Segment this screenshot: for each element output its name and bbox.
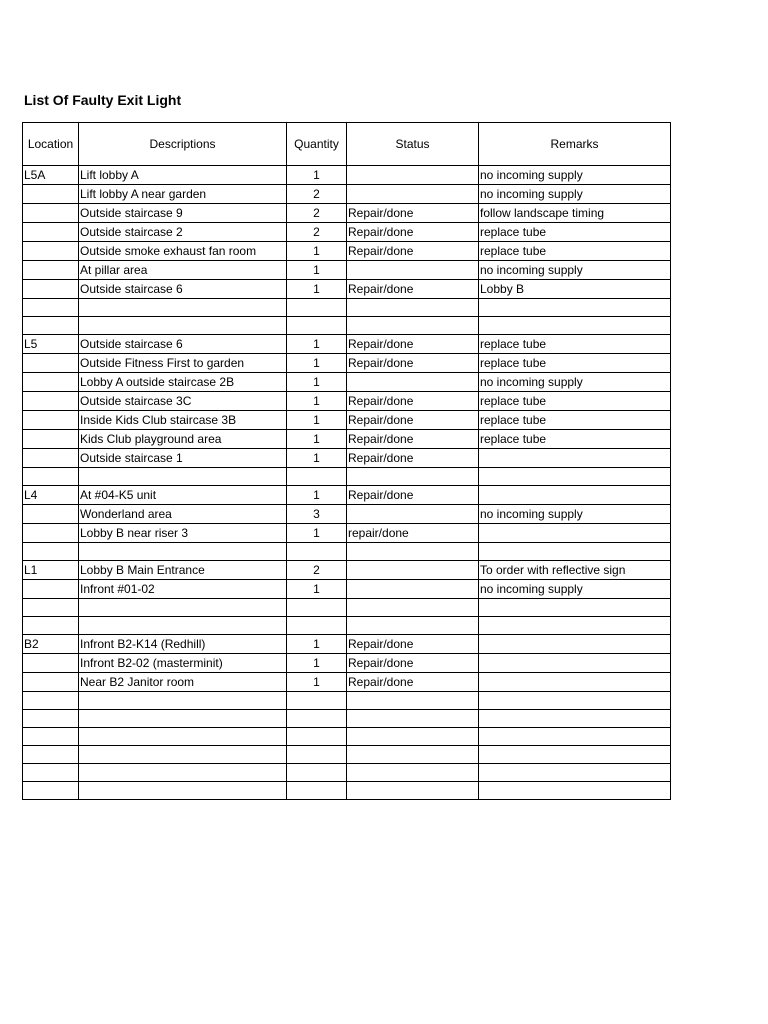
table-row: [23, 746, 671, 764]
cell-quantity: [287, 543, 347, 561]
table-row: [23, 411, 671, 430]
cell-remarks: [479, 764, 671, 782]
cell-description: Outside Fitness First to garden: [79, 354, 287, 373]
cell-quantity: 2: [287, 204, 347, 223]
cell-status: [347, 599, 479, 617]
cell-description: Outside staircase 1: [79, 449, 287, 468]
cell-status: Repair/done: [347, 635, 479, 654]
table-row: [23, 166, 671, 185]
cell-description: Outside staircase 9: [79, 204, 287, 223]
cell-remarks: [479, 317, 671, 335]
cell-location: [23, 449, 79, 468]
header-quantity: Quantity: [287, 123, 347, 166]
cell-remarks: To order with reflective sign: [479, 561, 671, 580]
cell-description: Outside smoke exhaust fan room: [79, 242, 287, 261]
cell-remarks: [479, 728, 671, 746]
cell-location: [23, 728, 79, 746]
table-row: [23, 335, 671, 354]
cell-location: [23, 782, 79, 800]
table-row: [23, 728, 671, 746]
cell-location: [23, 599, 79, 617]
cell-remarks: replace tube: [479, 223, 671, 242]
cell-location: [23, 505, 79, 524]
table-row: [23, 764, 671, 782]
cell-quantity: [287, 746, 347, 764]
cell-location: [23, 764, 79, 782]
cell-location: B2: [23, 635, 79, 654]
faulty-exit-light-table: [22, 122, 671, 800]
cell-quantity: 2: [287, 223, 347, 242]
cell-location: [23, 223, 79, 242]
cell-location: [23, 746, 79, 764]
cell-location: [23, 354, 79, 373]
cell-remarks: replace tube: [479, 335, 671, 354]
cell-remarks: replace tube: [479, 242, 671, 261]
cell-description: Outside staircase 2: [79, 223, 287, 242]
cell-quantity: 1: [287, 280, 347, 299]
cell-remarks: [479, 673, 671, 692]
cell-remarks: [479, 635, 671, 654]
cell-status: [347, 317, 479, 335]
cell-status: [347, 692, 479, 710]
cell-quantity: 1: [287, 580, 347, 599]
cell-description: [79, 746, 287, 764]
cell-status: Repair/done: [347, 223, 479, 242]
cell-remarks: no incoming supply: [479, 166, 671, 185]
cell-status: [347, 710, 479, 728]
cell-quantity: 1: [287, 354, 347, 373]
table-row: [23, 635, 671, 654]
cell-status: repair/done: [347, 524, 479, 543]
header-status: Status: [347, 123, 479, 166]
cell-quantity: 3: [287, 505, 347, 524]
cell-quantity: 1: [287, 335, 347, 354]
cell-quantity: 1: [287, 411, 347, 430]
cell-remarks: [479, 746, 671, 764]
cell-remarks: no incoming supply: [479, 505, 671, 524]
table-row: [23, 782, 671, 800]
cell-quantity: [287, 299, 347, 317]
cell-status: [347, 580, 479, 599]
cell-description: Infront #01-02: [79, 580, 287, 599]
cell-remarks: [479, 782, 671, 800]
cell-status: [347, 299, 479, 317]
cell-location: L5A: [23, 166, 79, 185]
cell-quantity: [287, 599, 347, 617]
cell-status: [347, 543, 479, 561]
cell-remarks: replace tube: [479, 411, 671, 430]
cell-location: [23, 185, 79, 204]
table-row: [23, 449, 671, 468]
table-row: [23, 543, 671, 561]
cell-location: [23, 242, 79, 261]
table-row: [23, 468, 671, 486]
cell-quantity: 1: [287, 261, 347, 280]
cell-status: [347, 166, 479, 185]
cell-location: [23, 654, 79, 673]
cell-remarks: [479, 468, 671, 486]
cell-description: Lift lobby A near garden: [79, 185, 287, 204]
cell-remarks: [479, 486, 671, 505]
cell-location: [23, 261, 79, 280]
page-title: List Of Faulty Exit Light: [24, 92, 182, 108]
cell-remarks: [479, 299, 671, 317]
cell-description: Infront B2-02 (masterminit): [79, 654, 287, 673]
cell-location: L5: [23, 335, 79, 354]
table-row: [23, 505, 671, 524]
cell-remarks: Lobby B: [479, 280, 671, 299]
cell-quantity: 2: [287, 185, 347, 204]
cell-quantity: 1: [287, 673, 347, 692]
cell-status: Repair/done: [347, 280, 479, 299]
cell-quantity: 1: [287, 449, 347, 468]
cell-remarks: [479, 543, 671, 561]
cell-description: Infront B2-K14 (Redhill): [79, 635, 287, 654]
cell-description: [79, 299, 287, 317]
cell-remarks: no incoming supply: [479, 261, 671, 280]
cell-description: [79, 728, 287, 746]
cell-remarks: [479, 654, 671, 673]
cell-description: Lobby B near riser 3: [79, 524, 287, 543]
table-row: [23, 524, 671, 543]
cell-description: Near B2 Janitor room: [79, 673, 287, 692]
cell-status: Repair/done: [347, 242, 479, 261]
table-row: [23, 617, 671, 635]
cell-location: [23, 710, 79, 728]
table-row: [23, 317, 671, 335]
cell-quantity: [287, 617, 347, 635]
table-body: [23, 166, 671, 800]
cell-description: At #04-K5 unit: [79, 486, 287, 505]
cell-description: [79, 599, 287, 617]
cell-quantity: [287, 728, 347, 746]
cell-location: [23, 392, 79, 411]
cell-status: [347, 782, 479, 800]
cell-description: [79, 782, 287, 800]
header-location: Location: [23, 123, 79, 166]
table-row: [23, 692, 671, 710]
cell-description: Outside staircase 6: [79, 335, 287, 354]
cell-description: [79, 692, 287, 710]
table-row: [23, 261, 671, 280]
cell-location: [23, 543, 79, 561]
cell-location: [23, 692, 79, 710]
cell-quantity: 1: [287, 242, 347, 261]
table-row: [23, 223, 671, 242]
cell-remarks: replace tube: [479, 354, 671, 373]
table-row: [23, 392, 671, 411]
cell-description: Outside staircase 6: [79, 280, 287, 299]
cell-quantity: 1: [287, 392, 347, 411]
cell-description: Outside staircase 3C: [79, 392, 287, 411]
cell-location: [23, 204, 79, 223]
cell-location: [23, 580, 79, 599]
cell-quantity: 1: [287, 654, 347, 673]
cell-remarks: replace tube: [479, 392, 671, 411]
cell-description: Wonderland area: [79, 505, 287, 524]
cell-location: [23, 468, 79, 486]
cell-location: L4: [23, 486, 79, 505]
cell-remarks: [479, 449, 671, 468]
cell-status: [347, 746, 479, 764]
table-row: [23, 299, 671, 317]
cell-status: Repair/done: [347, 673, 479, 692]
table-row: [23, 580, 671, 599]
cell-quantity: [287, 317, 347, 335]
cell-remarks: replace tube: [479, 430, 671, 449]
table-row: [23, 280, 671, 299]
cell-description: Inside Kids Club staircase 3B: [79, 411, 287, 430]
header-row: [23, 123, 671, 166]
table-row: [23, 373, 671, 392]
table-row: [23, 561, 671, 580]
table-row: [23, 599, 671, 617]
table-row: [23, 185, 671, 204]
cell-status: Repair/done: [347, 486, 479, 505]
table-row: [23, 354, 671, 373]
cell-remarks: [479, 692, 671, 710]
cell-location: [23, 524, 79, 543]
cell-remarks: [479, 710, 671, 728]
cell-description: [79, 710, 287, 728]
cell-location: [23, 673, 79, 692]
table-row: [23, 710, 671, 728]
cell-description: At pillar area: [79, 261, 287, 280]
cell-status: [347, 764, 479, 782]
table-row: [23, 430, 671, 449]
cell-status: [347, 728, 479, 746]
cell-remarks: no incoming supply: [479, 580, 671, 599]
cell-quantity: [287, 782, 347, 800]
cell-status: Repair/done: [347, 354, 479, 373]
cell-quantity: 1: [287, 430, 347, 449]
table-row: [23, 204, 671, 223]
cell-status: Repair/done: [347, 204, 479, 223]
cell-status: Repair/done: [347, 392, 479, 411]
cell-status: Repair/done: [347, 654, 479, 673]
cell-description: Kids Club playground area: [79, 430, 287, 449]
cell-remarks: [479, 599, 671, 617]
cell-quantity: 1: [287, 486, 347, 505]
cell-description: [79, 764, 287, 782]
cell-description: Lobby B Main Entrance: [79, 561, 287, 580]
cell-quantity: [287, 710, 347, 728]
cell-description: [79, 468, 287, 486]
cell-status: [347, 561, 479, 580]
cell-location: [23, 280, 79, 299]
cell-remarks: [479, 617, 671, 635]
cell-remarks: [479, 524, 671, 543]
cell-location: [23, 317, 79, 335]
cell-status: Repair/done: [347, 335, 479, 354]
cell-description: Lobby A outside staircase 2B: [79, 373, 287, 392]
cell-location: [23, 411, 79, 430]
cell-quantity: 1: [287, 166, 347, 185]
cell-quantity: [287, 468, 347, 486]
cell-status: [347, 373, 479, 392]
cell-status: [347, 617, 479, 635]
cell-status: [347, 468, 479, 486]
table-row: [23, 673, 671, 692]
cell-location: [23, 430, 79, 449]
cell-quantity: [287, 692, 347, 710]
cell-location: [23, 617, 79, 635]
table-row: [23, 486, 671, 505]
cell-status: Repair/done: [347, 449, 479, 468]
cell-description: [79, 617, 287, 635]
cell-status: [347, 185, 479, 204]
cell-location: [23, 373, 79, 392]
table-row: [23, 654, 671, 673]
cell-location: [23, 299, 79, 317]
header-descriptions: Descriptions: [79, 123, 287, 166]
table-row: [23, 242, 671, 261]
cell-description: [79, 317, 287, 335]
cell-description: [79, 543, 287, 561]
cell-quantity: 1: [287, 635, 347, 654]
cell-status: Repair/done: [347, 430, 479, 449]
cell-remarks: no incoming supply: [479, 373, 671, 392]
cell-quantity: 1: [287, 524, 347, 543]
cell-location: L1: [23, 561, 79, 580]
cell-status: [347, 261, 479, 280]
cell-remarks: no incoming supply: [479, 185, 671, 204]
cell-quantity: 2: [287, 561, 347, 580]
cell-quantity: [287, 764, 347, 782]
cell-status: [347, 505, 479, 524]
cell-status: Repair/done: [347, 411, 479, 430]
cell-remarks: follow landscape timing: [479, 204, 671, 223]
cell-description: Lift lobby A: [79, 166, 287, 185]
header-remarks: Remarks: [479, 123, 671, 166]
cell-quantity: 1: [287, 373, 347, 392]
